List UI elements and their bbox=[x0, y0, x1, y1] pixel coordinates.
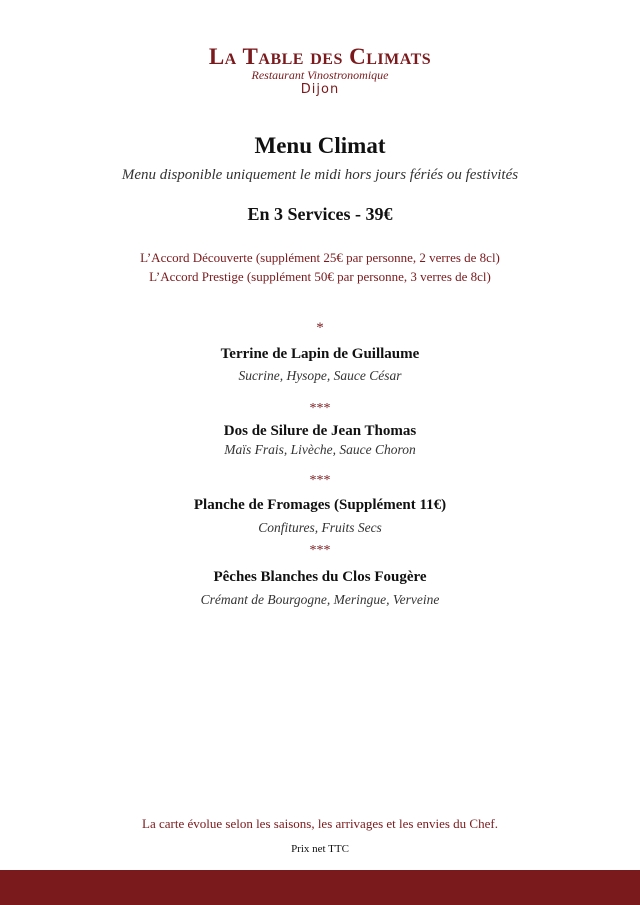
menu-title: Menu Climat bbox=[254, 133, 386, 158]
restaurant-name: La Table des Climats bbox=[208, 44, 432, 69]
footer-band bbox=[0, 870, 640, 905]
course-description: Sucrine, Hysope, Sauce César bbox=[238, 368, 402, 383]
pairing-decouverte: L’Accord Découverte (supplément 25€ par personne, 2 verres de 8cl) bbox=[140, 250, 500, 265]
pairing-prestige: L’Accord Prestige (supplément 50€ par personne, 3 verres de 8cl) bbox=[149, 269, 491, 284]
course-description: Confitures, Fruits Secs bbox=[258, 520, 382, 535]
course-description: Maïs Frais, Livèche, Sauce Choron bbox=[224, 442, 416, 457]
course-separator: *** bbox=[309, 473, 331, 488]
course-description: Crémant de Bourgogne, Meringue, Verveine bbox=[200, 592, 440, 607]
course-name: Terrine de Lapin de Guillaume bbox=[220, 346, 420, 362]
course-name: Planche de Fromages (Supplément 11€) bbox=[193, 497, 447, 513]
menu-price: En 3 Services - 39€ bbox=[247, 204, 393, 224]
menu-availability: Menu disponible uniquement le midi hors jours fériés ou festivités bbox=[121, 167, 519, 183]
restaurant-city: Dijon bbox=[300, 82, 340, 97]
footer-note: La carte évolue selon les saisons, les arrivages et les envies du Chef. bbox=[142, 816, 498, 831]
course-separator: *** bbox=[309, 543, 331, 558]
course-separator: *** bbox=[309, 401, 331, 416]
course-name: Dos de Silure de Jean Thomas bbox=[223, 423, 417, 439]
course-separator: * bbox=[316, 320, 324, 336]
footer-price-note: Prix net TTC bbox=[291, 843, 349, 855]
restaurant-subtitle: Restaurant Vinostronomique bbox=[251, 68, 389, 82]
course-name: Pêches Blanches du Clos Fougère bbox=[213, 569, 427, 585]
